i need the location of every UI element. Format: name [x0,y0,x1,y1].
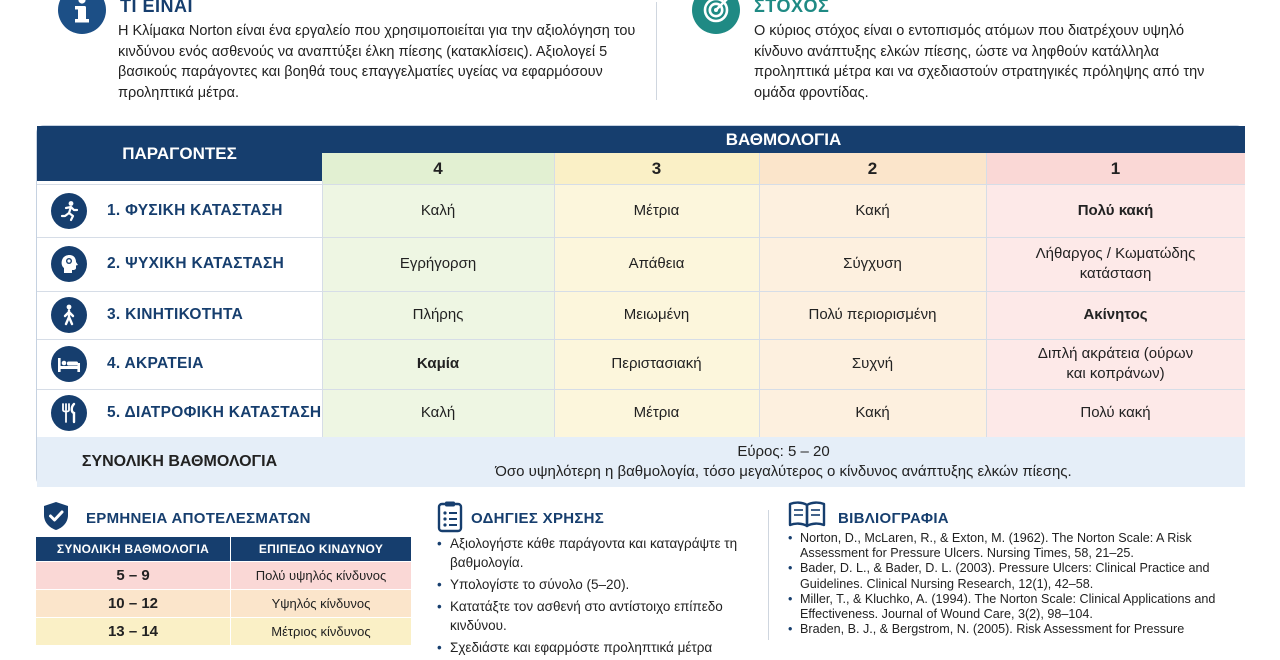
factor-label: 1. ΦΥΣΙΚΗ ΚΑΤΑΣΤΑΣΗ [107,201,283,219]
header-total-score: ΣΥΝΟΛΙΚΗ ΒΑΘΜΟΛΟΓΙΑ [56,542,210,556]
column-divider [759,153,760,437]
factor-label: 4. ΑΚΡΑΤΕΙΑ [107,355,204,372]
risk-level: Μέτριος κίνδυνος [230,618,411,645]
score-column-2: 2 [759,153,986,184]
list-item: • Braden, B. J., & Bergstrom, N. (2005). Risk Assessment for Pressure [786,622,1236,637]
info-text: Η Κλίμακα Norton είναι ένα εργαλείο που χρησιμοποιείται για την αξιολόγηση του κινδύνου ενός ασθενούς να αναπτύξει έλκη πίεσης (κατακλίσεις). Αξιολογεί 5 βασικούς παράγοντες και βοηθά τους επαγγελματίες υγείας να εφαρμόσουν προληπτικά μέτρα. [118,23,636,101]
goal-title: ΣΤΟΧΟΣ [754,0,830,16]
interpretation-title: ΕΡΜΗΝΕΙΑ ΑΠΟΤΕΛΕΣΜΑΤΩΝ [86,510,311,527]
table-cell: Καμία [322,339,554,389]
table-cell: Μέτρια [554,184,759,237]
list-item: • Αξιολογήστε κάθε παράγοντα και καταγράψτε τη βαθμολογία. [436,534,752,572]
info-icon [58,0,106,34]
table-cell: Πλήρης [322,291,554,339]
header-risk-level: ΕΠΙΠΕΔΟ ΚΙΝΔΥΝΟΥ [230,537,411,561]
bibliography-title: ΒΙΒΛΙΟΓΡΑΦΙΑ [838,510,949,527]
table-cell: Απάθεια [554,237,759,291]
clipboard-list-icon [436,500,464,537]
divider [656,2,657,100]
table-cell: Περιστασιακή [554,339,759,389]
table-cell: Συχνή [759,339,986,389]
risk-level: Υψηλός κίνδυνος [230,590,411,617]
list-item: • Υπολογίστε το σύνολο (5–20). [436,575,752,594]
row-divider [37,237,1245,238]
score-column-4: 4 [322,153,554,184]
table-cell: Ακίνητος [986,291,1245,339]
info-title: ΤΙ ΕΙΝΑΙ [120,0,194,16]
table-cell: Πολύ κακή [986,184,1245,237]
score-column-3: 3 [554,153,759,184]
factor-label: 3. ΚΙΝΗΤΙΚΟΤΗΤΑ [107,306,244,323]
table-cell: Καλή [322,184,554,237]
table-row [36,561,411,589]
column-divider [986,153,987,437]
score-column-1: 1 [986,153,1245,184]
instructions-title: ΟΔΗΓΙΕΣ ΧΡΗΣΗΣ [471,510,605,527]
shield-check-icon [40,500,72,537]
score-range: 10 – 12 [107,595,159,612]
total-score-range [322,437,1245,487]
target-icon [692,0,740,34]
list-item: • Κατατάξτε τον ασθενή στο αντίστοιχο επίπεδο κινδύνου. [436,597,752,635]
row-divider [37,291,1245,292]
list-item: • Bader, D. L., & Bader, D. L. (2003). Pressure Ulcers: Clinical Practice and Guidelines. Clinical Nursing Research, 12(1), 42–58. [786,561,1236,591]
bibliography-list [786,531,1236,637]
table-cell: Μέτρια [554,389,759,437]
table-cell: Διπλή ακράτεια (ούρων και κοπράνων) [986,339,1245,389]
column-divider [322,181,323,437]
table-cell: Κακή [759,184,986,237]
norton-scale-table [36,125,1244,486]
total-score-label: ΣΥΝΟΛΙΚΗ ΒΑΘΜΟΛΟΓΙΑ [37,437,322,487]
factor-label: 2. ΨΥΧΙΚΗ ΚΑΤΑΣΤΑΣΗ [107,255,285,272]
runner-icon [51,193,87,229]
factor-row-nutrition [37,389,322,437]
factor-row-physical [37,184,322,237]
range-note: Όσο υψηλότερη η βαθμολογία, τόσο μεγαλύτερος ο κίνδυνος ανάπτυξης ελκών πίεσης. [495,463,1072,480]
row-divider [37,184,1245,185]
list-item: • Norton, D., McLaren, R., & Exton, M. (1962). The Norton Scale: A Risk Assessment for Pressure Ulcers. Nursing Times, 58, 21–25. [786,531,1236,561]
table-cell: Πολύ κακή [986,389,1245,437]
factor-row-mobility [37,291,322,339]
open-book-icon [788,500,826,533]
table-cell: Μειωμένη [554,291,759,339]
scores-header: ΒΑΘΜΟΛΟΓΙΑ [322,126,1245,153]
table-cell: Κακή [759,389,986,437]
factor-row-incontinence [37,339,322,389]
table-cell: Καλή [322,389,554,437]
divider [768,510,769,640]
instructions-list [436,534,752,660]
interpretation-table [36,537,411,645]
head-brain-icon [51,246,87,282]
walking-person-icon [51,297,87,333]
factor-label: 5. ΔΙΑΤΡΟΦΙΚΗ ΚΑΤΑΣΤΑΣΗ [107,404,322,421]
table-cell: Σύγχυση [759,237,986,291]
table-row [36,589,411,617]
table-cell: Πολύ περιορισμένη [759,291,986,339]
goal-text: Ο κύριος στόχος είναι ο εντοπισμός ατόμων που διατρέχουν υψηλό κίνδυνο ανάπτυξης ελκών πίεσης, ώστε να ληφθούν κατάλληλα προληπτικά μέτρα και να σχεδιαστούν στρατηγικές πρόληψης από την ομάδα φροντίδας. [754,23,1205,101]
bed-icon [51,346,87,382]
risk-level: Πολύ υψηλός κίνδυνος [230,562,411,589]
interpretation-header [36,537,411,561]
column-divider [554,153,555,437]
list-item: • Miller, T., & Kluchko, A. (1994). The Norton Scale: Clinical Applications and Effectiveness. Journal of Wound Care, 3(2), 98–104. [786,592,1236,622]
intro-section [0,0,1280,118]
score-range: 13 – 14 [107,623,159,640]
fork-knife-icon [51,395,87,431]
table-row [36,617,411,645]
factors-header: ΠΑΡΑΓΟΝΤΕΣ [37,126,322,181]
list-item: • Σχεδιάστε και εφαρμόστε προληπτικά μέτρα [436,638,752,657]
factor-row-mental [37,237,322,291]
table-cell: Λήθαργος / Κωματώδης κατάσταση [986,237,1245,291]
range-text: Εύρος: 5 – 20 [737,443,830,460]
score-range: 5 – 9 [116,567,150,584]
table-cell: Εγρήγορση [322,237,554,291]
row-divider [37,389,1245,390]
row-divider [37,339,1245,340]
